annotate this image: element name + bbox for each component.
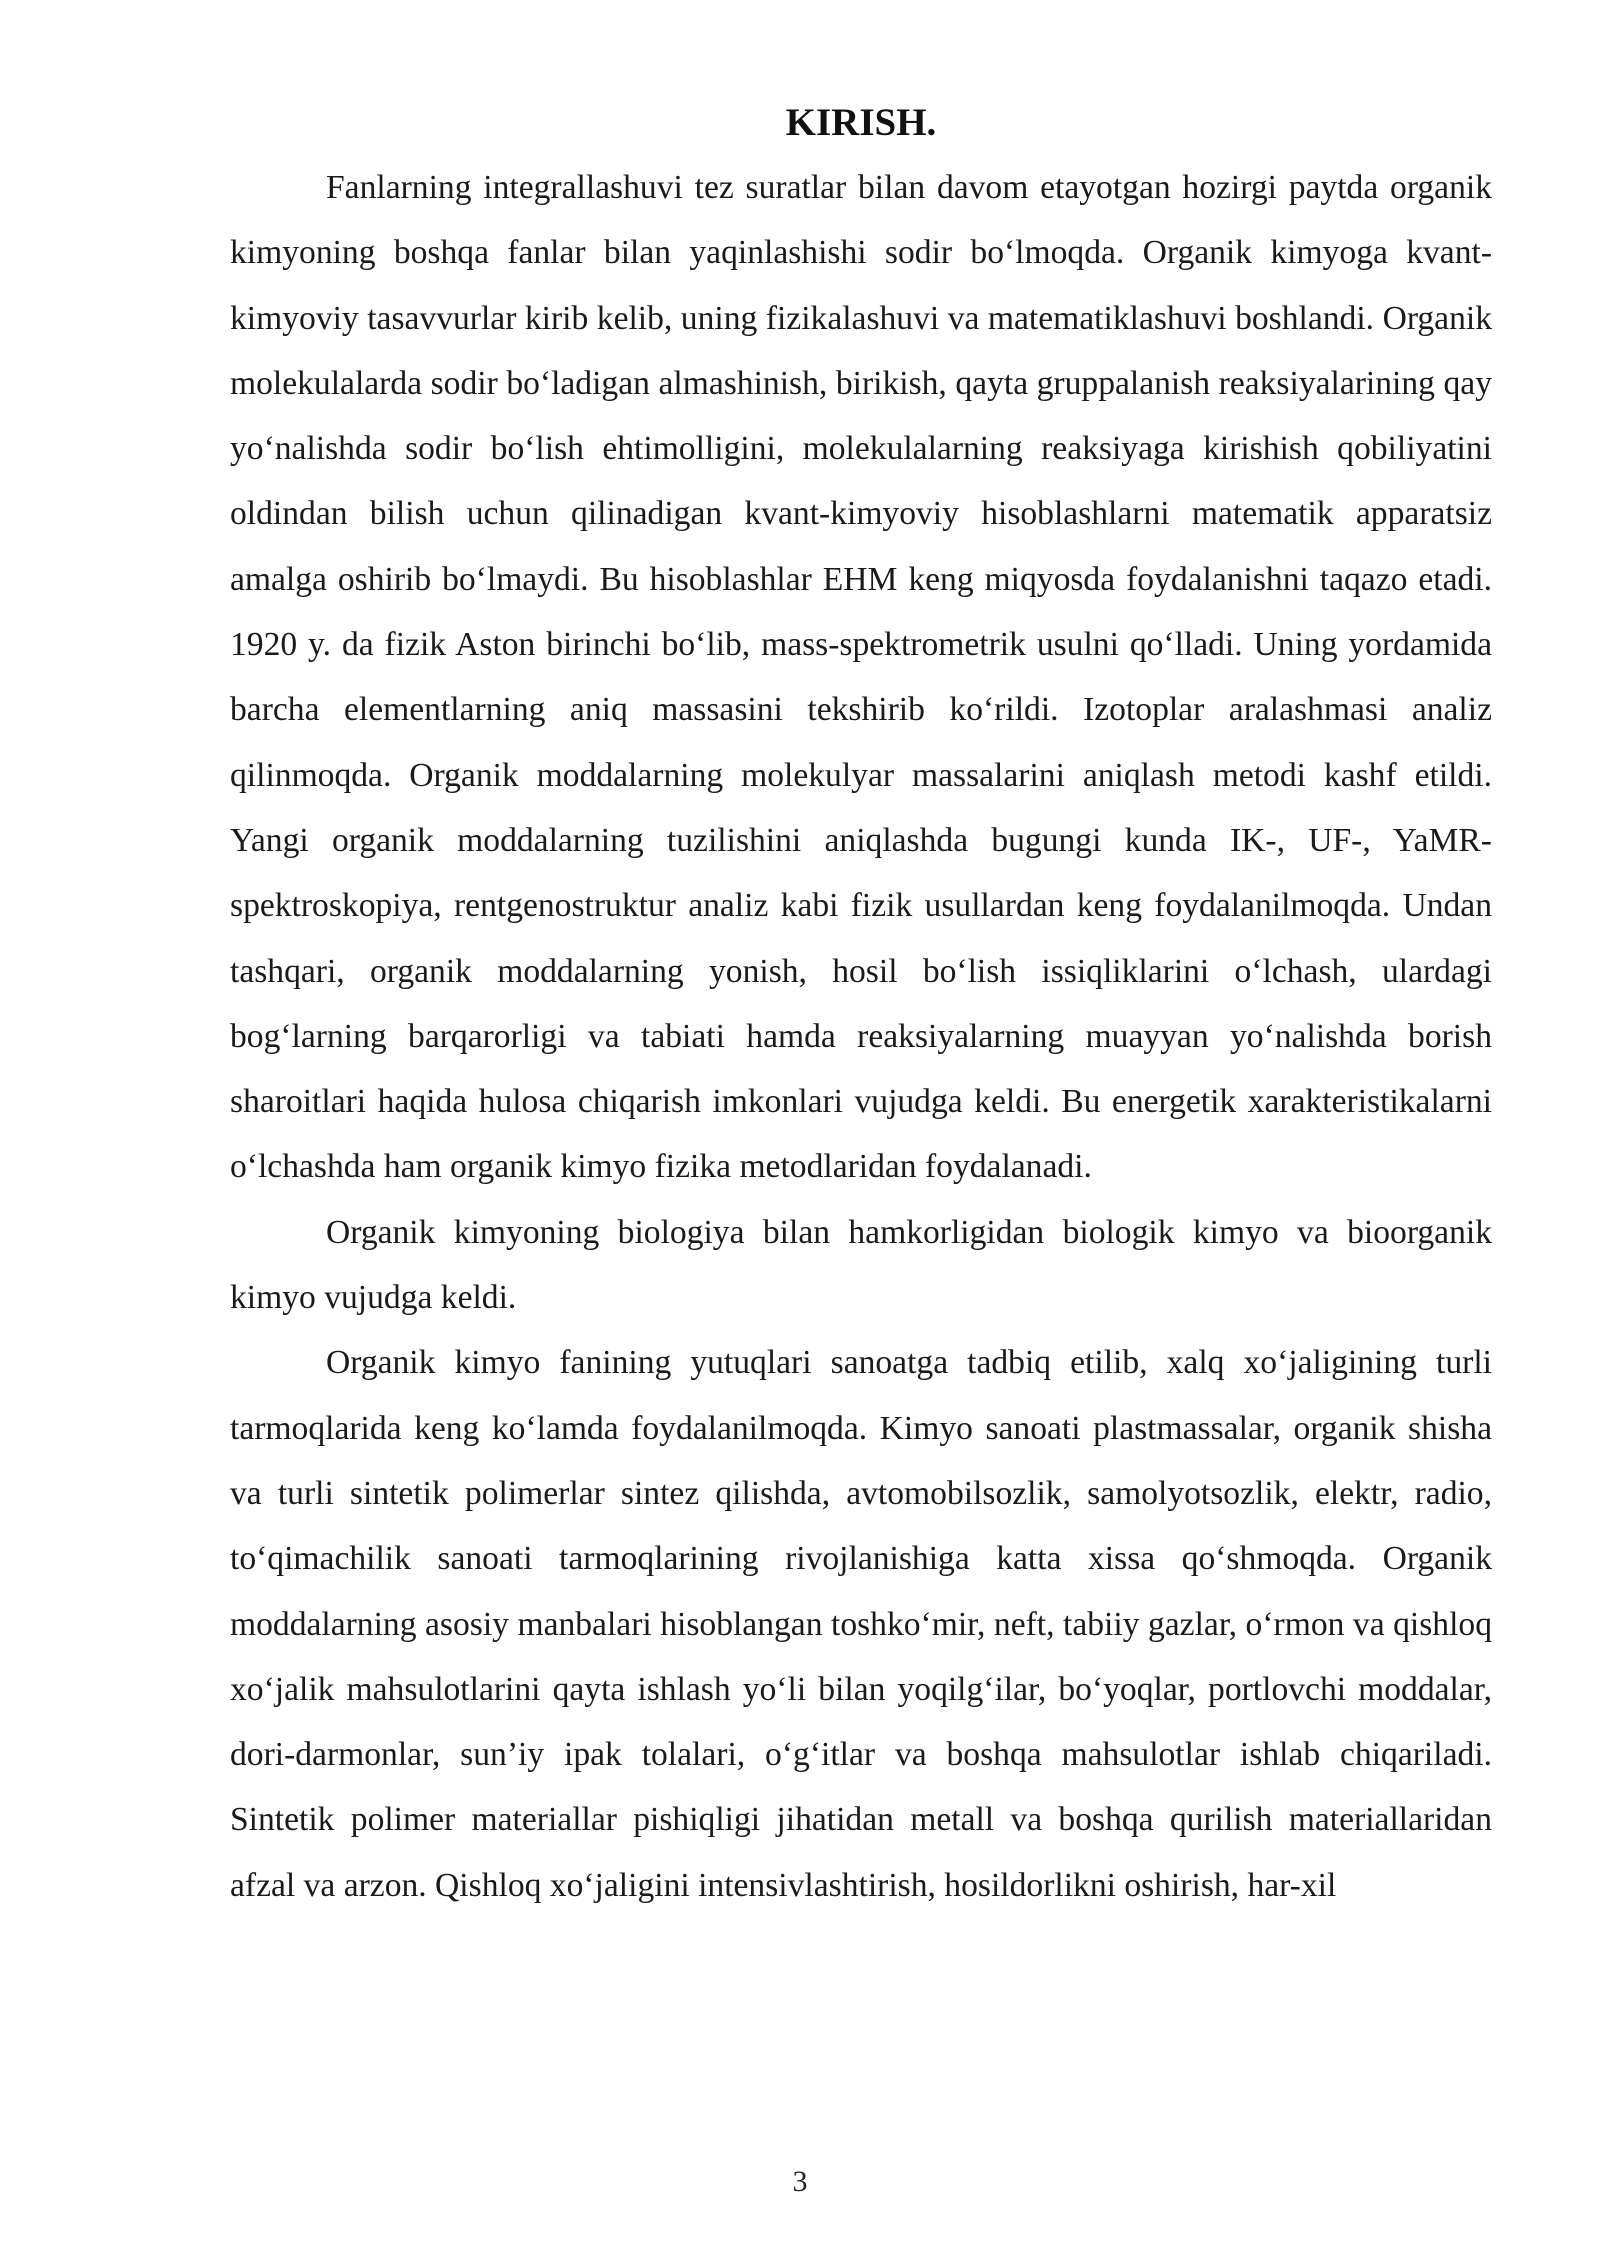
page-number: 3 [792, 2165, 808, 2198]
body-paragraph: Organik kimyoning biologiya bilan hamkorligidan biologik kimyo va bioorganik kimyo vujudga keldi. [230, 1213, 1492, 1317]
page-title: KIRISH. [785, 101, 937, 144]
page-body [230, 95, 1492, 1918]
body-paragraph: Fanlarning integrallashuvi tez suratlar bilan davom etayotgan hozirgi paytda organik kimyoning boshqa fanlar bilan yaqinlashishi sodir bo‘lmoqda. Organik kimyoga kvant-kimyoviy tasavvurlar kirib kelib, uning fizikalashuvi va matematiklashuvi boshlandi. Organik molekulalarda sodir bo‘ladigan almashinish, birikish, qayta gruppalanish reaksiyalarining qay yo‘nalishda sodir bo‘lish ehtimolligini, molekulalarning reaksiyaga kirishish qobiliyatini oldindan bilish uchun qilinadigan kvant-kimyoviy hisoblashlarni matematik apparatsiz amalga oshirib bo‘lmaydi. Bu hisoblashlar EHM keng miqyosda foydalanishni taqazo etadi. 1920 y. da fizik Aston birinchi bo‘lib, mass-spektrometrik usulni qo‘lladi. Uning yordamida barcha elementlarning aniq massasini tekshirib ko‘rildi. Izotoplar aralashmasi analiz qilinmoqda. Organik moddalarning molekulyar massalarini aniqlash metodi kashf etildi. Yangi organik moddalarning tuzilishini aniqlashda bugungi kunda IK-, UF-, YaMR-spektroskopiya, rentgenostruktur analiz kabi fizik usullardan keng foydalanilmoqda. Undan tashqari, organik moddalarning yonish, hosil bo‘lish issiqliklarini o‘lchash, ulardagi bog‘larning barqarorligi va tabiati hamda reaksiyalarning muayyan yo‘nalishda borish sharoitlari haqida hulosa chiqarish imkonlari vujudga keldi. Bu energetik xarakteristikalarni o‘lchashda ham organik kimyo fizika metodlaridan foydalanadi. [230, 169, 1492, 1186]
body-paragraph: Organik kimyo fanining yutuqlari sanoatga tadbiq etilib, xalq xo‘jaligining turli tarmoqlarida keng ko‘lamda foydalanilmoqda. Kimyo sanoati plastmassalar, organik shisha va turli sintetik polimerlar sintez qilishda, avtomobilsozlik, samolyotsozlik, elektr, radio, to‘qimachilik sanoati tarmoqlarining rivojlanishiga katta xissa qo‘shmoqda. Organik moddalarning asosiy manbalari hisoblangan toshko‘mir, neft, tabiiy gazlar, o‘rmon va qishloq xo‘jalik mahsulotlarini qayta ishlash yo‘li bilan yoqilg‘ilar, bo‘yoqlar, portlovchi moddalar, dori-darmonlar, sun’iy ipak tolalari, o‘g‘itlar va boshqa mahsulotlar ishlab chiqariladi. Sintetik polimer materiallar pishiqligi jihatidan metall va boshqa qurilish materiallaridan afzal va arzon. Qishloq xo‘jaligini intensivlashtirish, hosildorlikni oshirish, har-xil [230, 1344, 1492, 1904]
